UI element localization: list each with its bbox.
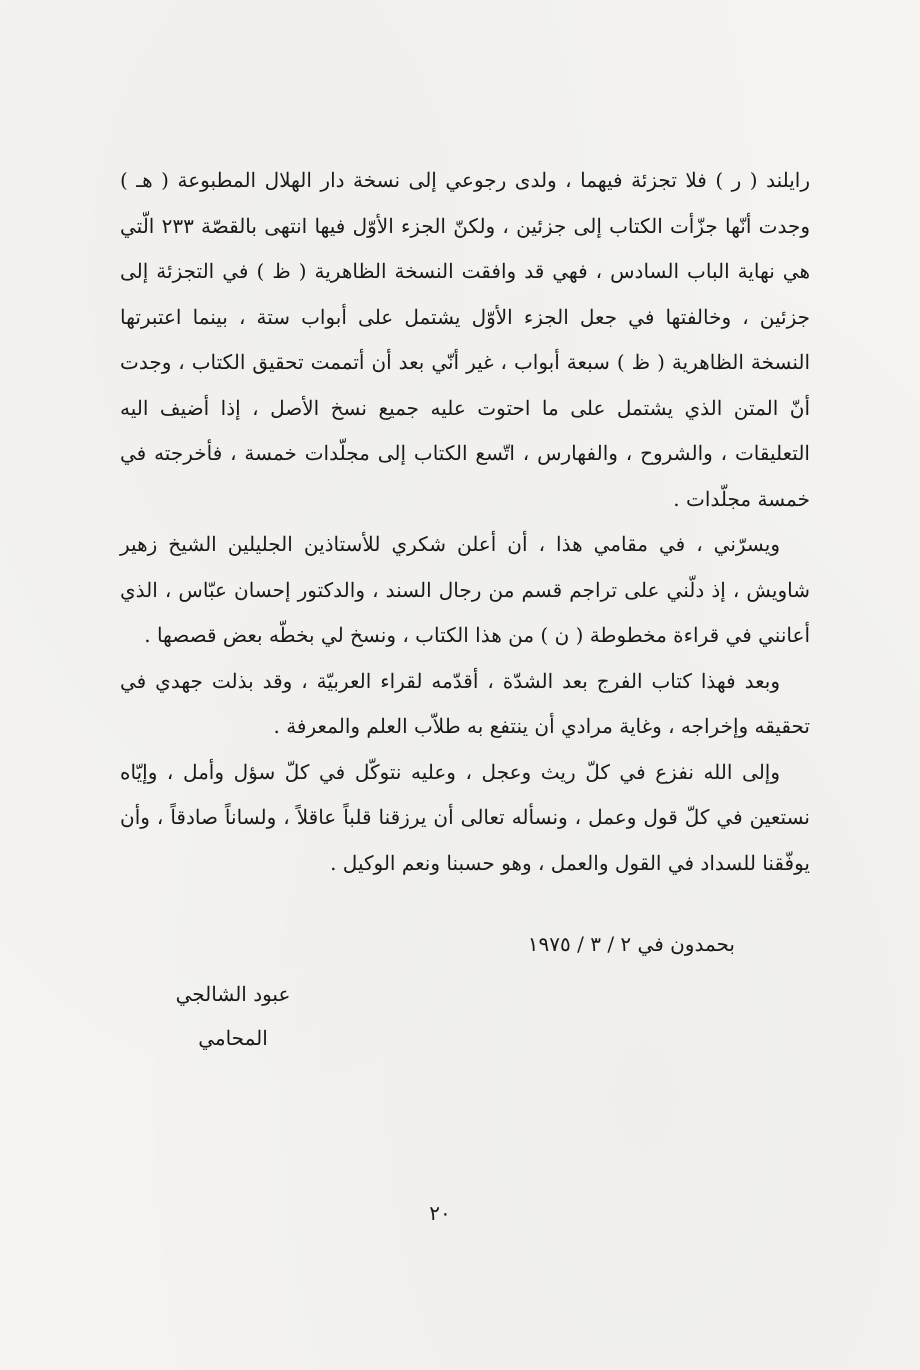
paragraph-acknowledgments: ويسرّني ، في مقامي هذا ، أن أعلن شكري للأستاذين الجليلين الشيخ زهير شاويش ، إذ دلّني على تراجم قسم من رجال السند ، والدكتور إحسان عبّاس ، الذي أعانني في قراءة مخطوطة ( ن ) من هذا الكتاب ، ونسخ لي بخطّه بعض قصصها .	[120, 532, 810, 647]
page-number: ٢٠	[429, 1201, 451, 1225]
author-name: عبود الشالجي	[175, 982, 291, 1006]
paragraph-prayer: وإلى الله نفزع في كلّ ريث وعجل ، وعليه نتوكّل في كلّ سؤل وأمل ، وإيّاه نستعين في كلّ قول وعمل ، ونسأله تعالى أن يرزقنا قلباً عاقلاً ، ولساناً صادقاً ، وأن يوفّقنا للسداد في القول والعمل ، وهو حسبنا ونعم الوكيل .	[120, 759, 810, 875]
author-title: المحامي	[198, 1026, 268, 1050]
paragraph-manuscripts: رايلند ( ر ) فلا تجزئة فيهما ، ولدى رجوعي إلى نسخة دار الهلال المطبوعة ( هـ ) وجدت أنّها جزّأت الكتاب إلى جزئين ، ولكنّ الجزء الأوّل فيها انتهى بالقصّة ٢٣٣ الّتي هي نهاية الباب السادس ، فهي قد وافقت النسخة الظاهرية ( ظ ) في التجزئة إلى جزئين ، وخالفتها في جعل الجزء الأوّل يشتمل على أبواب ستة ، بينما اعتبرتها النسخة الظاهرية ( ظ ) سبعة أبواب ، غير أنّي بعد أن أتممت تحقيق الكتاب ، وجدت أنّ المتن الذي يشتمل على ما احتوت عليه جميع نسخ الأصل ، إذا أضيف اليه التعليقات ، والشروح ، والفهارس ، اتّسع الكتاب إلى مجلّدات خمسة ، فأخرجته في خمسة مجلّدات .	[120, 168, 810, 511]
paragraph-presentation: وبعد فهذا كتاب الفرج بعد الشدّة ، أقدّمه لقراء العربيّة ، وقد بذلت جهدي في تحقيقه وإخراجه ، وغاية مرادي أن ينتفع به طلاّب العلم والمعرفة .	[120, 668, 810, 738]
body-text	[120, 158, 810, 886]
signature-block	[148, 972, 318, 1060]
date-line: بحمدون في ٢ / ٣ / ١٩٧٥	[527, 932, 735, 956]
